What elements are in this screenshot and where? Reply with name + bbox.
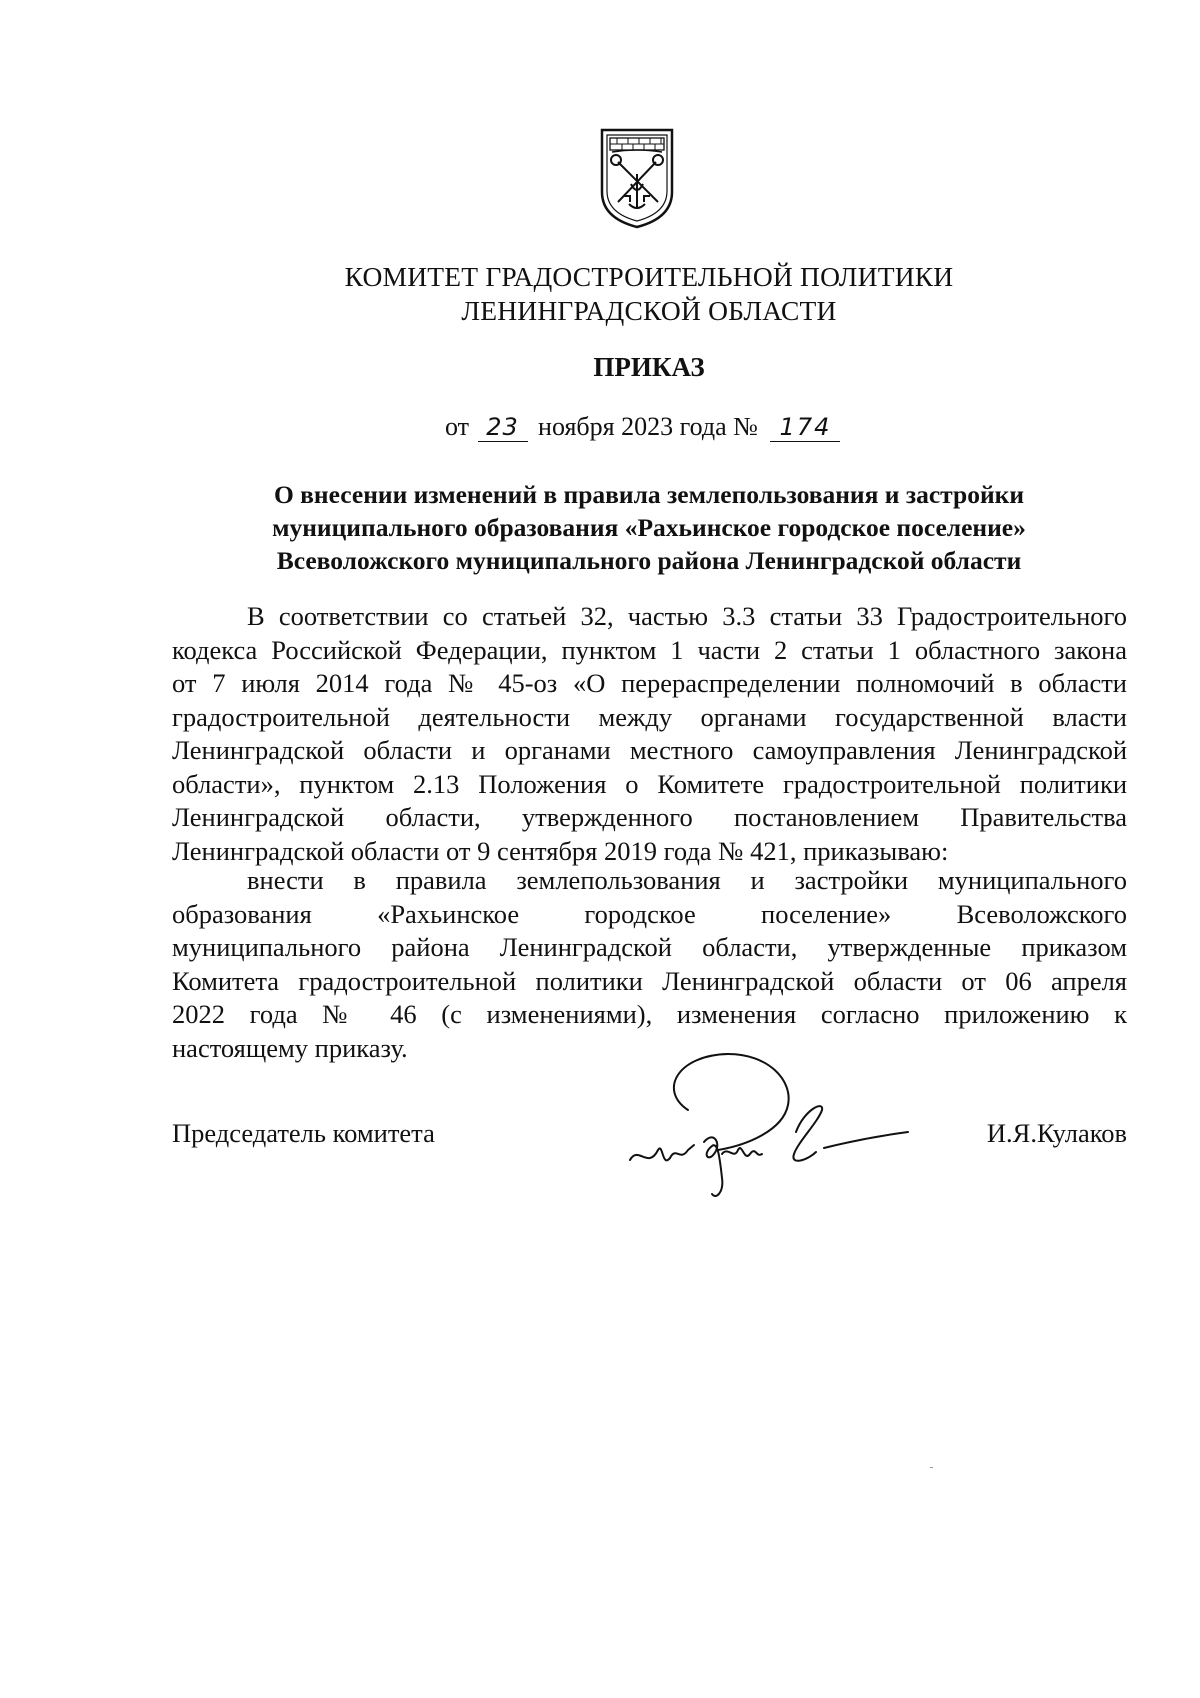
- subject-line-2: муниципального образования «Рахьинское городское поселение»: [272, 513, 1026, 542]
- handwritten-order-number: 174: [770, 413, 840, 442]
- paragraph-line: кодекса Российской Федерации, пунктом 1 части 2 статьи 1 областного закона: [172, 634, 1127, 665]
- signatory-title: Председатель комитета: [172, 1118, 435, 1148]
- scan-artifact: [930, 1467, 933, 1468]
- paragraph-line: от 7 июля 2014 года № 45-оз «О перераспределении полномочий в области: [172, 668, 1127, 698]
- paragraph-line: настоящему приказу.: [172, 1032, 408, 1063]
- handwritten-signature: [618, 1050, 918, 1210]
- handwritten-day: 23: [478, 413, 528, 442]
- month-year-number-label: ноября 2023 года №: [538, 412, 758, 441]
- paragraph-line: области», пунктом 2.13 Положения о Комитете градостроительной политики: [172, 768, 1127, 799]
- paragraph-line: градостроительной деятельности между органами государственной власти: [172, 701, 1127, 732]
- body-paragraph-1: [172, 600, 1127, 868]
- paragraph-line: образования «Рахьинское городское поселение» Всеволожского: [172, 898, 1127, 929]
- organization-name-line-1: КОМИТЕТ ГРАДОСТРОИТЕЛЬНОЙ ПОЛИТИКИ: [344, 261, 954, 292]
- body-paragraph-2: [172, 864, 1127, 1065]
- organization-name-line-2: ЛЕНИНГРАДСКОЙ ОБЛАСТИ: [461, 295, 837, 326]
- paragraph-line: В соответствии со статьей 32, частью 3.3 статьи 33 Градостроительного: [247, 601, 1127, 631]
- paragraph-line: Ленинградской области и органами местного самоуправления Ленинградской: [172, 735, 1127, 765]
- paragraph-line: муниципального района Ленинградской области, утвержденные приказом: [172, 932, 1127, 962]
- coat-of-arms-emblem: [598, 126, 676, 230]
- date-number-line: [445, 412, 840, 442]
- document-type-title: ПРИКАЗ: [593, 352, 705, 382]
- signatory-name: И.Я.Кулаков: [986, 1118, 1127, 1148]
- subject-line-1: О внесении изменений в правила землепользования и застройки: [273, 480, 1025, 509]
- paragraph-line: 2022 года № 46 (с изменениями), изменения согласно приложению к: [172, 999, 1127, 1029]
- subject-line-3: Всеволожского муниципального района Ленинградской области: [276, 546, 1022, 575]
- paragraph-line: Комитета градостроительной политики Ленинградской области от 06 апреля: [172, 965, 1127, 996]
- date-prefix: от: [445, 412, 470, 441]
- paragraph-line: внести в правила землепользования и застройки муниципального: [247, 865, 1127, 895]
- paragraph-line: Ленинградской области от 9 сентября 2019 года № 421, приказываю:: [172, 835, 949, 866]
- paragraph-line: Ленинградской области, утвержденного постановлением Правительства: [172, 802, 1127, 832]
